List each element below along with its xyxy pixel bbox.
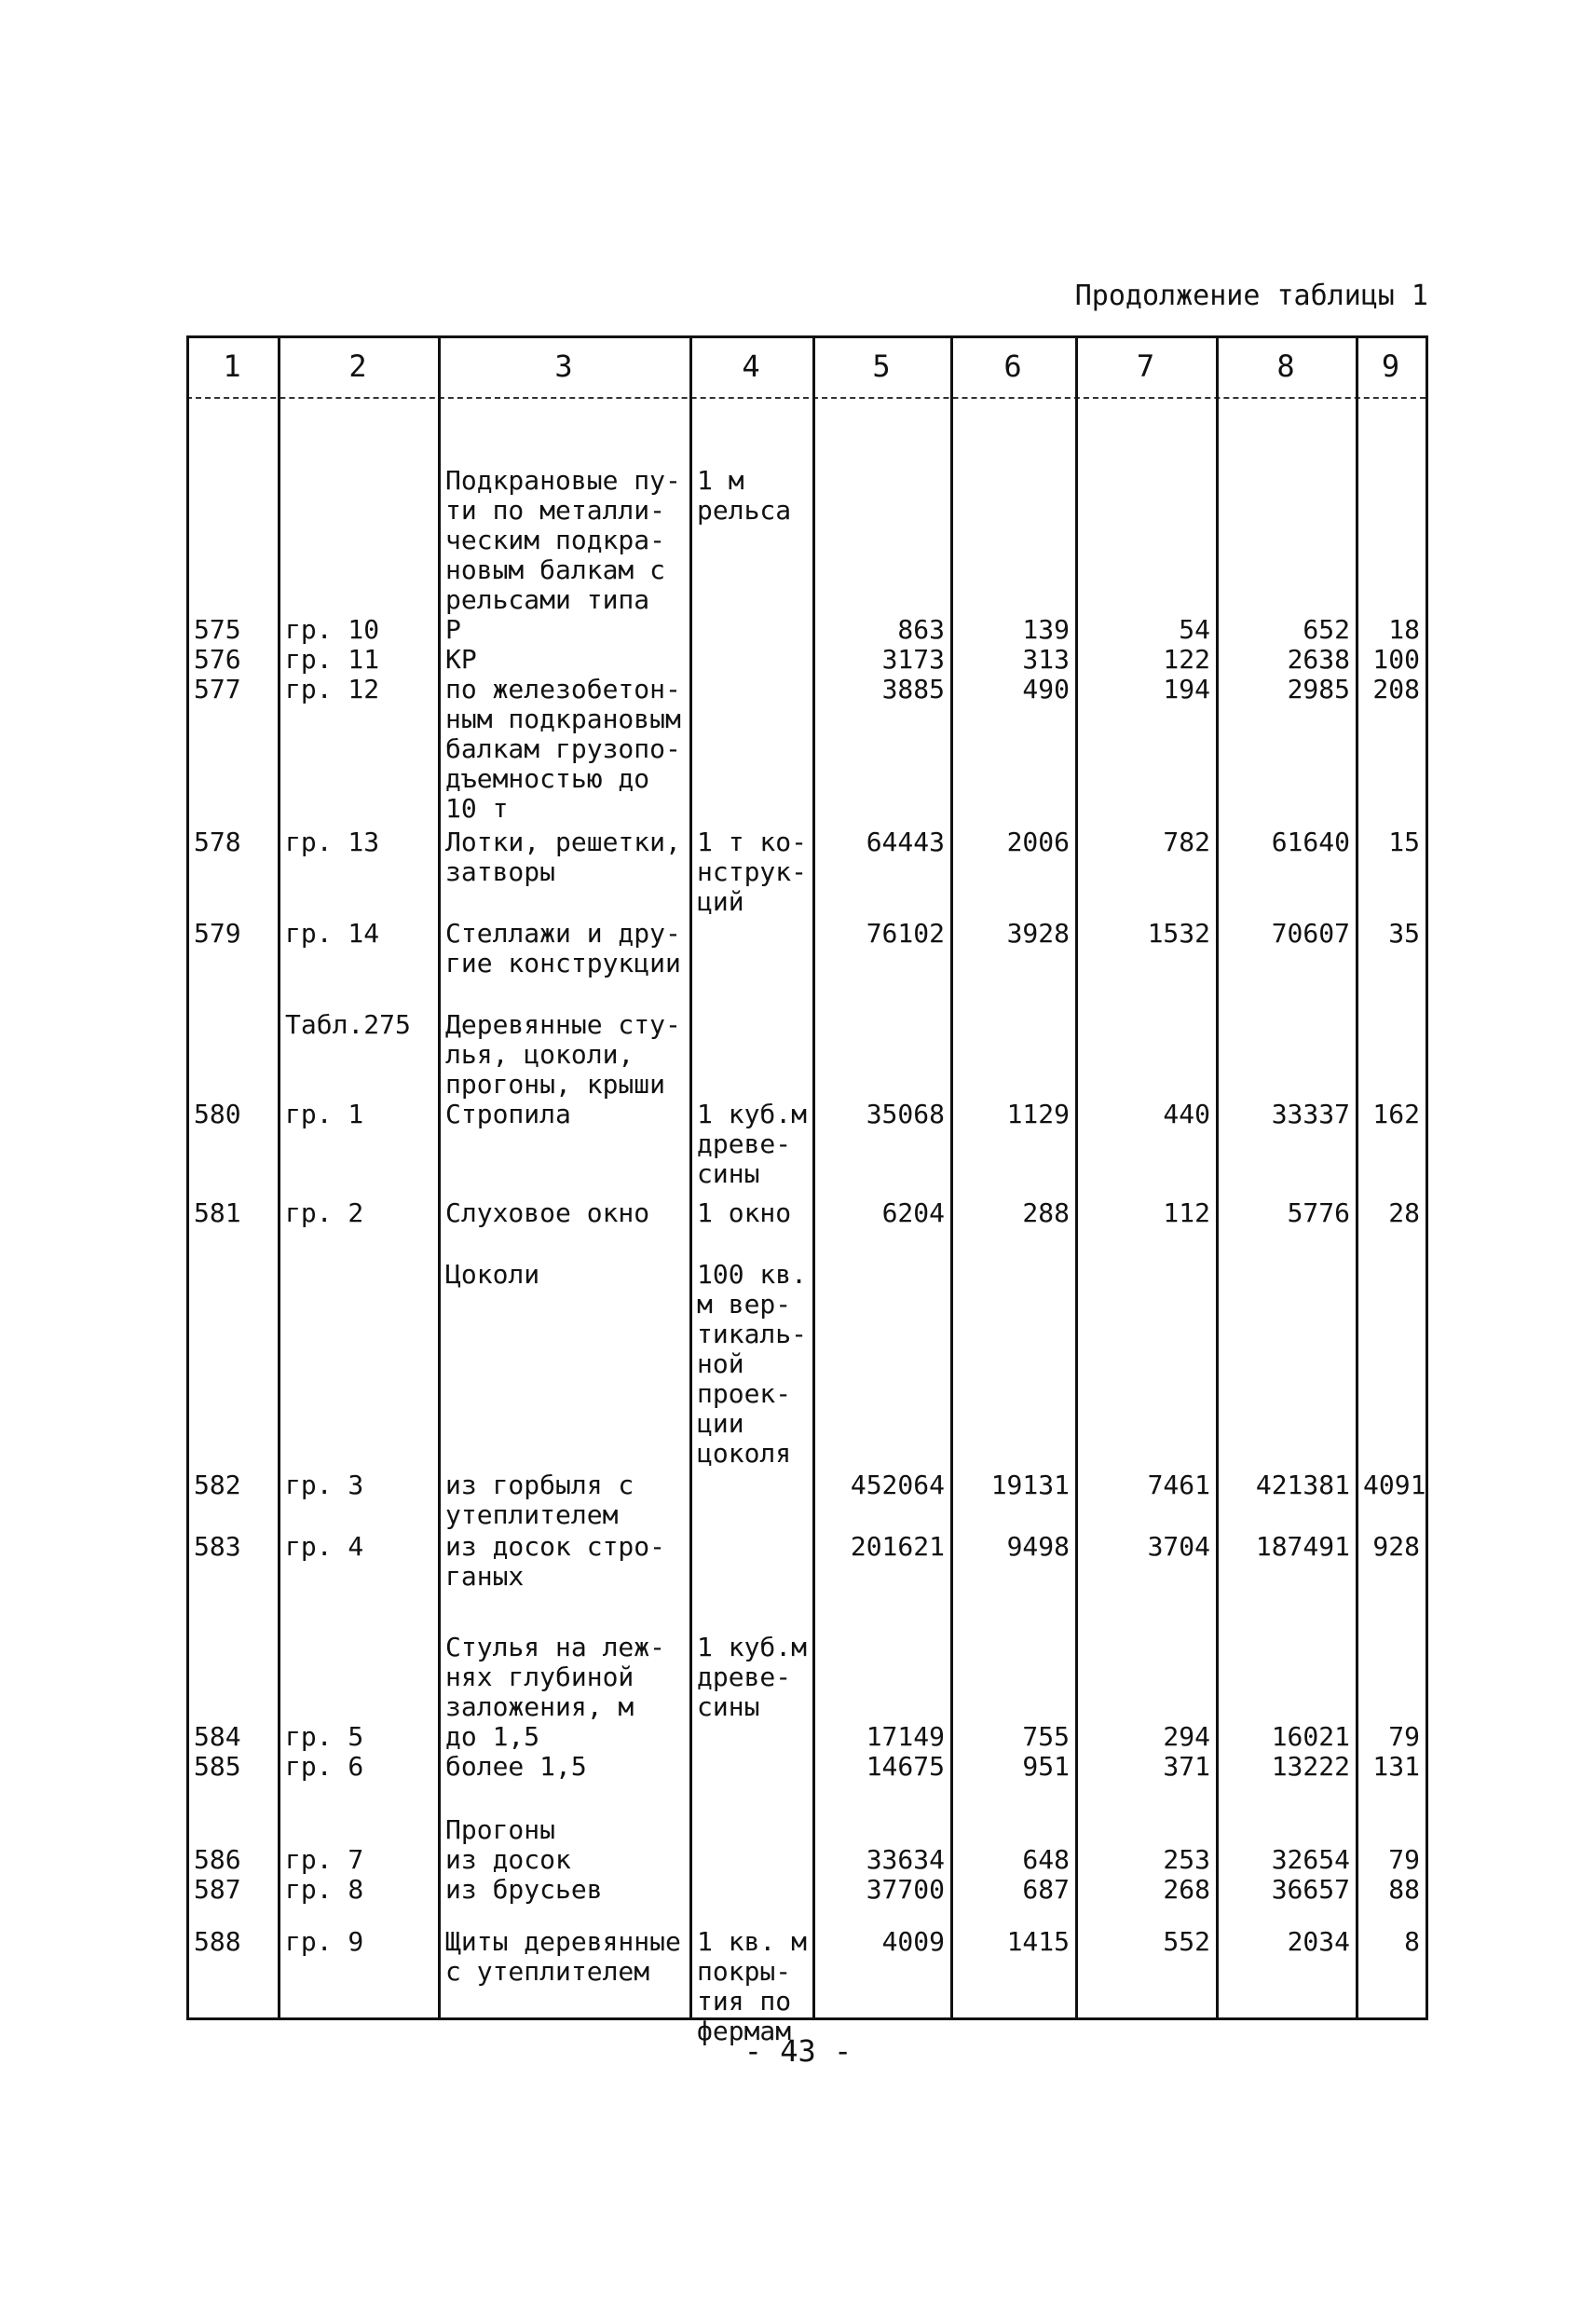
group-ref: гр. 3 — [285, 1470, 364, 1500]
row-number: 581 — [194, 1197, 241, 1228]
value-6: 3928 — [1006, 918, 1070, 949]
value-6: 1129 — [1006, 1099, 1070, 1129]
value-5: 863 3173 3885 — [881, 614, 945, 704]
header-cell: 2 — [348, 349, 367, 384]
group-ref: гр. 7 гр. 8 — [285, 1844, 364, 1905]
header-separator — [186, 397, 1425, 399]
description: Деревянные сту- лья, цоколи, прогоны, крыши — [445, 1009, 681, 1100]
value-9: 162 — [1372, 1099, 1420, 1129]
value-7: 440 — [1163, 1099, 1210, 1129]
group-ref: гр. 5 гр. 6 — [285, 1721, 364, 1782]
value-9: 35 — [1388, 918, 1420, 949]
header-cell: 8 — [1276, 349, 1295, 384]
value-9: 79 88 — [1388, 1844, 1420, 1905]
value-5: 6204 — [881, 1197, 945, 1228]
unit: 1 куб.м древе- сины — [697, 1099, 808, 1189]
value-5: 64443 — [866, 827, 945, 857]
value-6: 9498 — [1006, 1531, 1070, 1562]
group-ref: гр. 13 — [285, 827, 380, 857]
value-6: 288 — [1022, 1197, 1070, 1228]
group-ref: гр. 4 — [285, 1531, 364, 1562]
value-5: 201621 — [850, 1531, 945, 1562]
group-ref: Табл.275 — [285, 1009, 411, 1040]
row-number: 586 587 — [194, 1844, 241, 1905]
value-5: 17149 14675 — [866, 1721, 945, 1782]
value-9: 928 — [1372, 1531, 1420, 1562]
value-8: 421381 — [1255, 1470, 1350, 1500]
header-cell: 6 — [1003, 349, 1022, 384]
description: Щиты деревянные с утеплителем — [445, 1926, 681, 1987]
row-number: 578 — [194, 827, 241, 857]
page-number: - 43 - — [743, 2033, 853, 2069]
description: до 1,5 более 1,5 — [445, 1721, 587, 1782]
value-5: 452064 — [850, 1470, 945, 1500]
value-7: 1532 — [1147, 918, 1210, 949]
unit: 1 окно — [697, 1197, 792, 1228]
column-line — [278, 335, 280, 2020]
value-7: 3704 — [1147, 1531, 1210, 1562]
value-8: 70607 — [1271, 918, 1350, 949]
row-number: 583 — [194, 1531, 241, 1562]
column-line — [1356, 335, 1358, 2020]
description: Стулья на леж- нях глубиной заложения, м — [445, 1632, 666, 1722]
column-line — [186, 335, 189, 2020]
value-9: 28 — [1388, 1197, 1420, 1228]
column-line — [1075, 335, 1078, 2020]
value-5: 76102 — [866, 918, 945, 949]
header-cell: 1 — [223, 349, 241, 384]
description: из досок из брусьев — [445, 1844, 603, 1905]
header-cell: 3 — [554, 349, 573, 384]
description: Лотки, решетки, затворы — [445, 827, 681, 887]
description: Стропила — [445, 1099, 571, 1129]
description: Стеллажи и дру- гие конструкции — [445, 918, 681, 978]
header-cell: 4 — [742, 349, 760, 384]
value-7: 7461 — [1147, 1470, 1210, 1500]
value-5: 35068 — [866, 1099, 945, 1129]
value-7: 782 — [1163, 827, 1210, 857]
description: из горбыля с утеплителем — [445, 1470, 634, 1530]
value-9: 18 100 208 — [1372, 614, 1420, 704]
column-line — [950, 335, 953, 2020]
row-number: 584 585 — [194, 1721, 241, 1782]
row-number: 580 — [194, 1099, 241, 1129]
group-ref: гр. 2 — [285, 1197, 364, 1228]
value-7: 552 — [1163, 1926, 1210, 1957]
value-6: 139 313 490 — [1022, 614, 1070, 704]
value-6: 2006 — [1006, 827, 1070, 857]
column-line — [1216, 335, 1219, 2020]
unit: 100 кв. м вер- тикаль- ной проек- ции цоколя — [697, 1259, 808, 1469]
description: из досок стро- ганых — [445, 1531, 666, 1592]
value-7: 112 — [1163, 1197, 1210, 1228]
group-ref: гр. 10 гр. 11 гр. 12 — [285, 614, 380, 704]
column-line — [1425, 335, 1428, 2020]
description: Слуховое окно — [445, 1197, 650, 1228]
value-9: 79 131 — [1372, 1721, 1420, 1782]
value-5: 33634 37700 — [866, 1844, 945, 1905]
unit: 1 м рельса — [697, 465, 792, 526]
unit: 1 кв. м покры- тия по фермам — [697, 1926, 808, 2046]
header-cell: 9 — [1381, 349, 1400, 384]
value-9: 8 — [1404, 1926, 1420, 1957]
value-8: 61640 — [1271, 827, 1350, 857]
value-8: 2034 — [1287, 1926, 1350, 1957]
value-8: 5776 — [1287, 1197, 1350, 1228]
value-6: 755 951 — [1022, 1721, 1070, 1782]
header-cell: 7 — [1136, 349, 1155, 384]
header-cell: 5 — [872, 349, 891, 384]
data-table — [186, 335, 1426, 2046]
column-line — [689, 335, 692, 2020]
value-7: 54 122 194 — [1163, 614, 1210, 704]
value-6: 648 687 — [1022, 1844, 1070, 1905]
continuation-label: Продолжение таблицы 1 — [1074, 280, 1428, 312]
row-number: 575 576 577 — [194, 614, 241, 704]
group-ref: гр. 1 — [285, 1099, 364, 1129]
value-8: 32654 36657 — [1271, 1844, 1350, 1905]
table-top-border — [186, 335, 1425, 338]
value-6: 19131 — [990, 1470, 1070, 1500]
column-line — [438, 335, 441, 2020]
value-7: 294 371 — [1163, 1721, 1210, 1782]
value-9: 15 — [1388, 827, 1420, 857]
row-number: 582 — [194, 1470, 241, 1500]
row-number: 588 — [194, 1926, 241, 1957]
group-ref: гр. 9 — [285, 1926, 364, 1957]
value-7: 253 268 — [1163, 1844, 1210, 1905]
value-8: 16021 13222 — [1271, 1721, 1350, 1782]
value-8: 652 2638 2985 — [1287, 614, 1350, 704]
value-8: 33337 — [1271, 1099, 1350, 1129]
value-9: 4091 — [1363, 1470, 1426, 1500]
value-5: 4009 — [881, 1926, 945, 1957]
unit: 1 т ко- нструк- ций — [697, 827, 808, 917]
description: Цоколи — [445, 1259, 540, 1290]
description: Подкрановые пу- ти по металли- ческим подкра- новым балкам с рельсами типа — [445, 465, 681, 615]
description: Прогоны — [445, 1814, 556, 1845]
group-ref: гр. 14 — [285, 918, 380, 949]
column-line — [812, 335, 815, 2020]
value-8: 187491 — [1255, 1531, 1350, 1562]
description: Р КР по железобетон- ным подкрановым балкам грузопо- дъемностью до 10 т — [445, 614, 681, 824]
row-number: 579 — [194, 918, 241, 949]
unit: 1 куб.м древе- сины — [697, 1632, 808, 1722]
value-6: 1415 — [1006, 1926, 1070, 1957]
